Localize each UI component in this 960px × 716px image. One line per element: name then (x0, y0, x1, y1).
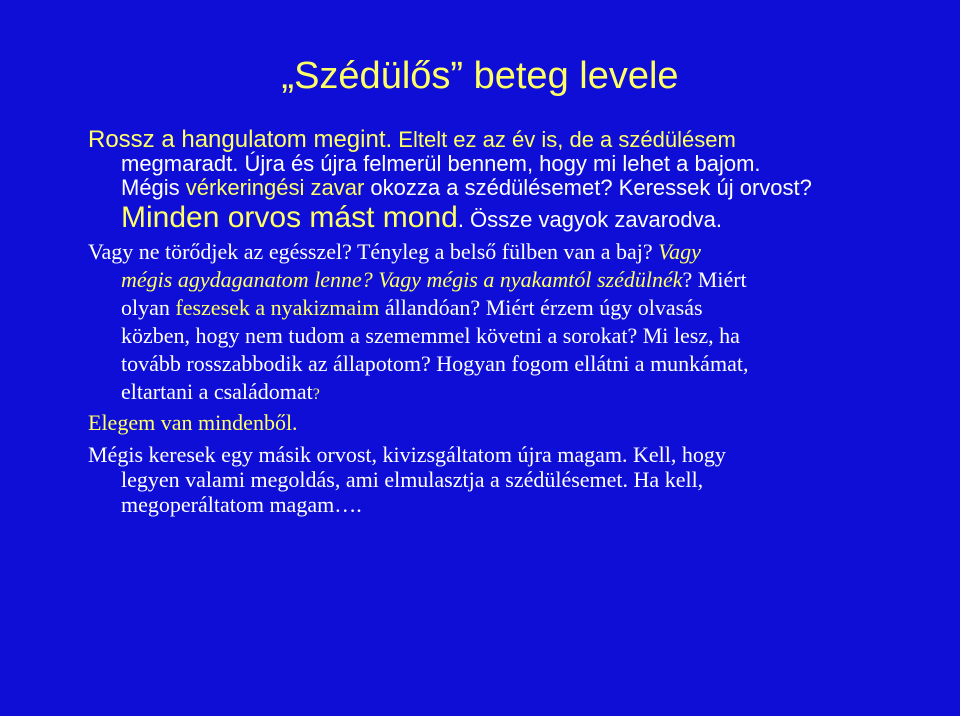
p1-l3-text-a: Mégis (121, 175, 186, 200)
p1-l9-text-a: tovább rosszabbodik az állapotom? Hogyan fogom ellátni a munkámat, (121, 351, 749, 376)
p1-l10-text-b: ? (312, 386, 320, 403)
p1-l2-text-a: megmaradt. Újra és újra felmerül bennem, hogy mi lehet a bajom. (121, 151, 761, 176)
p1-l5-text-a: Vagy ne törődjek az egésszel? Tényleg a belső fülben van a baj? (88, 239, 659, 264)
slide-title: „Szédülős” beteg levele (281, 55, 679, 97)
p1-line-4 (88, 200, 888, 238)
p1-l7-text-a: olyan (121, 295, 176, 320)
p1-line-1 (88, 128, 888, 152)
p1-line-5 (88, 238, 888, 266)
p1-line-3 (88, 176, 888, 200)
p1-line-7 (88, 294, 888, 322)
p1-line-8 (88, 322, 888, 350)
p1-l4-text-b: . Össze vagyok zavarodva. (457, 207, 722, 232)
paragraph-2 (88, 409, 888, 437)
p1-l10-text-a: eltartani a családomat (121, 379, 313, 404)
p1-l7-text-b: feszesek a nyakizmaim (175, 295, 380, 320)
p1-l7-text-c: állandóan? Miért érzem úgy olvasás (379, 295, 703, 320)
p1-l5-text-b: Vagy (658, 239, 701, 264)
p3-line-1: Mégis keresek egy másik orvost, kivizsgáltatom újra magam. Kell, hogy (88, 442, 726, 467)
p1-line-10 (88, 378, 888, 409)
p1-l4-text-a: Minden orvos mást mond (121, 201, 458, 234)
p1-l3-text-c: okozza a szédülésemet? Keressek új orvost? (364, 175, 812, 200)
p1-l1-text-b: Eltelt ez az év is, de a szédülésem (392, 127, 736, 152)
paragraph-1 (88, 128, 888, 409)
p1-l3-text-b: vérkeringési zavar (185, 175, 365, 200)
p1-line-2 (88, 152, 888, 176)
p1-l6-text-a: mégis agydaganatom lenne? Vagy mégis a nyakamtól szédülnék (121, 267, 683, 292)
p1-l6-text-b: ? Miért (682, 267, 747, 292)
p1-line-9 (88, 350, 888, 378)
p1-l1-text-a: Rossz a hangulatom megint. (88, 126, 393, 153)
p1-line-6 (88, 266, 888, 294)
p2-text: Elegem van mindenből. (88, 410, 298, 435)
paragraph-3 (88, 442, 888, 517)
p3-line-2: legyen valami megoldás, ami elmulasztja a szédülésemet. Ha kell, (121, 467, 704, 492)
p1-l8-text-a: közben, hogy nem tudom a szememmel követni a sorokat? Mi lesz, ha (121, 323, 740, 348)
p3-line-3: megoperáltatom magam…. (121, 492, 362, 517)
